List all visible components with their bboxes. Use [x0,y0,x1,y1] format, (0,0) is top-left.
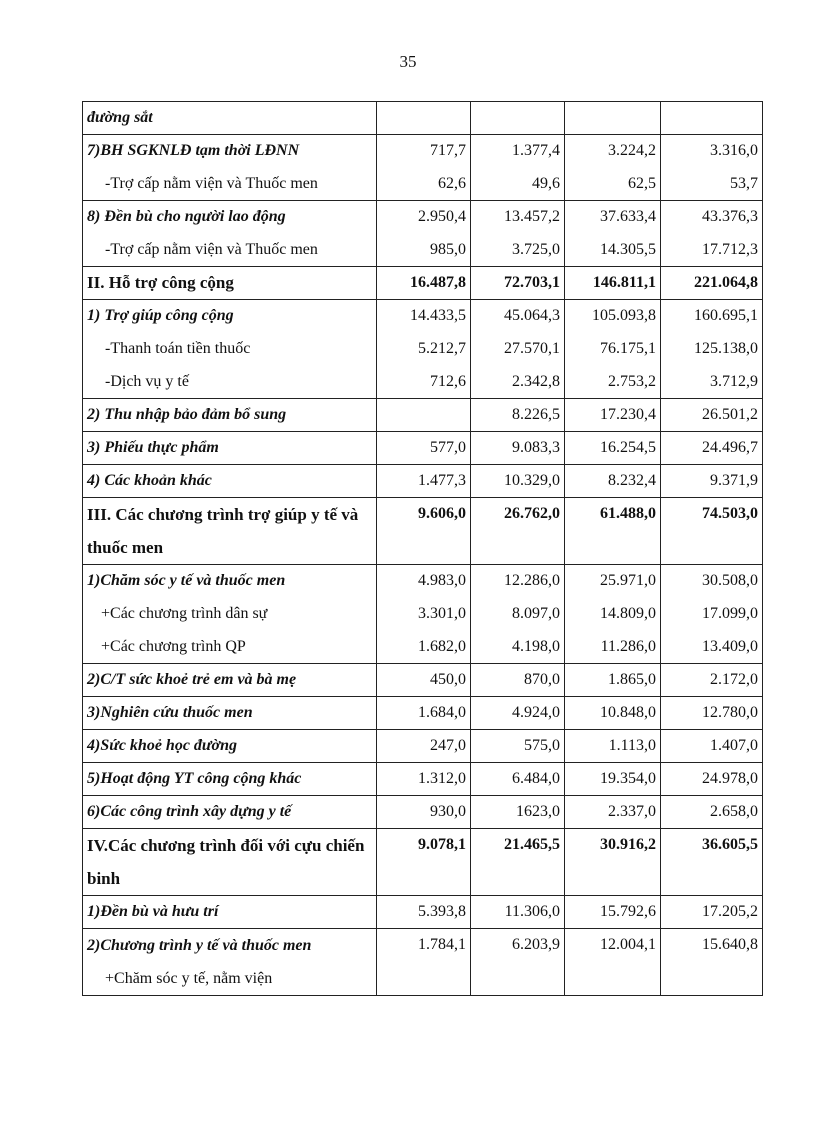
cell-value: 1.682,0 [377,631,471,664]
table-row [83,498,763,565]
row-label: -Thanh toán tiền thuốc [83,333,377,366]
cell-value: 9.083,3 [471,432,565,465]
cell-value: 2.753,2 [565,366,661,399]
cell-value: 72.703,1 [471,267,565,300]
page-number: 35 [399,52,417,71]
cell-value: 3.301,0 [377,598,471,631]
table-row [83,366,763,399]
cell-value: 8.226,5 [471,399,565,432]
cell-value: 1.784,1 [377,929,471,996]
row-label: -Trợ cấp nằm viện và Thuốc men [83,234,377,267]
cell-value: 870,0 [471,664,565,697]
cell-value: 74.503,0 [661,498,763,565]
row-label: 3)Nghiên cứu thuốc men [83,697,377,730]
cell-value: 4.198,0 [471,631,565,664]
cell-value: 62,5 [565,168,661,201]
table-row [83,102,763,135]
row-label: 1)Đền bù và hưu trí [83,896,377,929]
table-row [83,796,763,829]
cell-value: 9.606,0 [377,498,471,565]
cell-value: 2.342,8 [471,366,565,399]
cell-value [471,102,565,135]
row-label: 1) Trợ giúp công cộng [83,300,377,333]
cell-value: 712,6 [377,366,471,399]
cell-value: 12.004,1 [565,929,661,996]
table-row [83,201,763,234]
row-label: 8) Đền bù cho người lao động [83,201,377,234]
cell-value: 13.409,0 [661,631,763,664]
cell-value: 19.354,0 [565,763,661,796]
cell-value: 15.640,8 [661,929,763,996]
cell-value: 11.286,0 [565,631,661,664]
cell-value: 4.924,0 [471,697,565,730]
cell-value: 450,0 [377,664,471,697]
table-row [83,168,763,201]
cell-value: 2.658,0 [661,796,763,829]
row-label: 2)C/T sức khoẻ trẻ em và bà mẹ [83,664,377,697]
table-row [83,730,763,763]
table-row [83,598,763,631]
cell-value: 2.950,4 [377,201,471,234]
table-row [83,929,763,996]
cell-value: 24.496,7 [661,432,763,465]
cell-value: 2.172,0 [661,664,763,697]
cell-value: 15.792,6 [565,896,661,929]
cell-value [661,102,763,135]
cell-value: 4.983,0 [377,565,471,598]
cell-value: 3.725,0 [471,234,565,267]
cell-value: 577,0 [377,432,471,465]
row-label: 1)Chăm sóc y tế và thuốc men [83,565,377,598]
cell-value: 16.487,8 [377,267,471,300]
cell-value: 14.305,5 [565,234,661,267]
cell-value: 27.570,1 [471,333,565,366]
cell-value: 16.254,5 [565,432,661,465]
cell-value: 1.684,0 [377,697,471,730]
cell-value [377,399,471,432]
row-label: 4)Sức khoẻ học đường [83,730,377,763]
row-sublabel: +Chăm sóc y tế, nằm viện [105,970,273,987]
cell-value: 985,0 [377,234,471,267]
budget-table [82,101,763,996]
row-label: 6)Các công trình xây dựng y tế [83,796,377,829]
table-row [83,697,763,730]
cell-value: 125.138,0 [661,333,763,366]
row-label: -Dịch vụ y tế [83,366,377,399]
table-row [83,664,763,697]
table-row [83,763,763,796]
cell-value: 14.809,0 [565,598,661,631]
cell-value: 10.848,0 [565,697,661,730]
row-label: 2)Chương trình y tế và thuốc men [87,937,312,954]
cell-value: 30.916,2 [565,829,661,896]
cell-value: 43.376,3 [661,201,763,234]
table-row [83,896,763,929]
cell-value: 9.078,1 [377,829,471,896]
cell-value: 1.407,0 [661,730,763,763]
table-row [83,565,763,598]
cell-value: 8.232,4 [565,465,661,498]
cell-value: 11.306,0 [471,896,565,929]
cell-value: 37.633,4 [565,201,661,234]
cell-value: 1.865,0 [565,664,661,697]
cell-value: 10.329,0 [471,465,565,498]
cell-value: 6.484,0 [471,763,565,796]
table-row [83,399,763,432]
row-label: 5)Hoạt động YT công cộng khác [83,763,377,796]
cell-value: 17.712,3 [661,234,763,267]
cell-value: 221.064,8 [661,267,763,300]
cell-value [377,102,471,135]
table-row [83,267,763,300]
row-label: +Các chương trình QP [83,631,377,664]
table-row [83,829,763,896]
cell-value [565,102,661,135]
table-row [83,234,763,267]
row-label: 7)BH SGKNLĐ tạm thời LĐNN [83,135,377,168]
cell-value: 17.205,2 [661,896,763,929]
cell-value: 3.316,0 [661,135,763,168]
cell-value: 105.093,8 [565,300,661,333]
cell-value: 1.312,0 [377,763,471,796]
cell-value: 13.457,2 [471,201,565,234]
cell-value: 24.978,0 [661,763,763,796]
row-label: +Các chương trình dân sự [83,598,377,631]
section-heading: IV.Các chương trình đối với cựu chiến binh [83,829,377,896]
cell-value: 8.097,0 [471,598,565,631]
cell-value: 1623,0 [471,796,565,829]
cell-value: 575,0 [471,730,565,763]
cell-value: 5.393,8 [377,896,471,929]
cell-value: 45.064,3 [471,300,565,333]
section-heading: II. Hỗ trợ công cộng [83,267,377,300]
row-label: 2) Thu nhập bảo đảm bổ sung [83,399,377,432]
cell-value: 5.212,7 [377,333,471,366]
cell-value: 14.433,5 [377,300,471,333]
cell-value: 76.175,1 [565,333,661,366]
cell-value: 160.695,1 [661,300,763,333]
cell-value: 12.286,0 [471,565,565,598]
cell-value: 146.811,1 [565,267,661,300]
row-label: đường sắt [83,102,377,135]
cell-value: 53,7 [661,168,763,201]
cell-value: 62,6 [377,168,471,201]
cell-value: 1.113,0 [565,730,661,763]
cell-value: 3.712,9 [661,366,763,399]
cell-value: 30.508,0 [661,565,763,598]
row-label: 3) Phiếu thực phẩm [83,432,377,465]
row-label-group [83,929,377,996]
table-row [83,631,763,664]
cell-value: 717,7 [377,135,471,168]
table-row [83,135,763,168]
cell-value: 1.477,3 [377,465,471,498]
cell-value: 26.501,2 [661,399,763,432]
table-row [83,300,763,333]
table-row [83,432,763,465]
cell-value: 49,6 [471,168,565,201]
cell-value: 9.371,9 [661,465,763,498]
cell-value: 1.377,4 [471,135,565,168]
cell-value: 36.605,5 [661,829,763,896]
cell-value: 247,0 [377,730,471,763]
row-label: 4) Các khoản khác [83,465,377,498]
cell-value: 26.762,0 [471,498,565,565]
cell-value: 17.230,4 [565,399,661,432]
cell-value: 3.224,2 [565,135,661,168]
cell-value: 930,0 [377,796,471,829]
cell-value: 25.971,0 [565,565,661,598]
table-row [83,333,763,366]
section-heading: III. Các chương trình trợ giúp y tế và thuốc men [83,498,377,565]
cell-value: 17.099,0 [661,598,763,631]
cell-value: 61.488,0 [565,498,661,565]
cell-value: 12.780,0 [661,697,763,730]
cell-value: 2.337,0 [565,796,661,829]
cell-value: 21.465,5 [471,829,565,896]
row-label: -Trợ cấp nằm viện và Thuốc men [83,168,377,201]
cell-value: 6.203,9 [471,929,565,996]
table-row [83,465,763,498]
